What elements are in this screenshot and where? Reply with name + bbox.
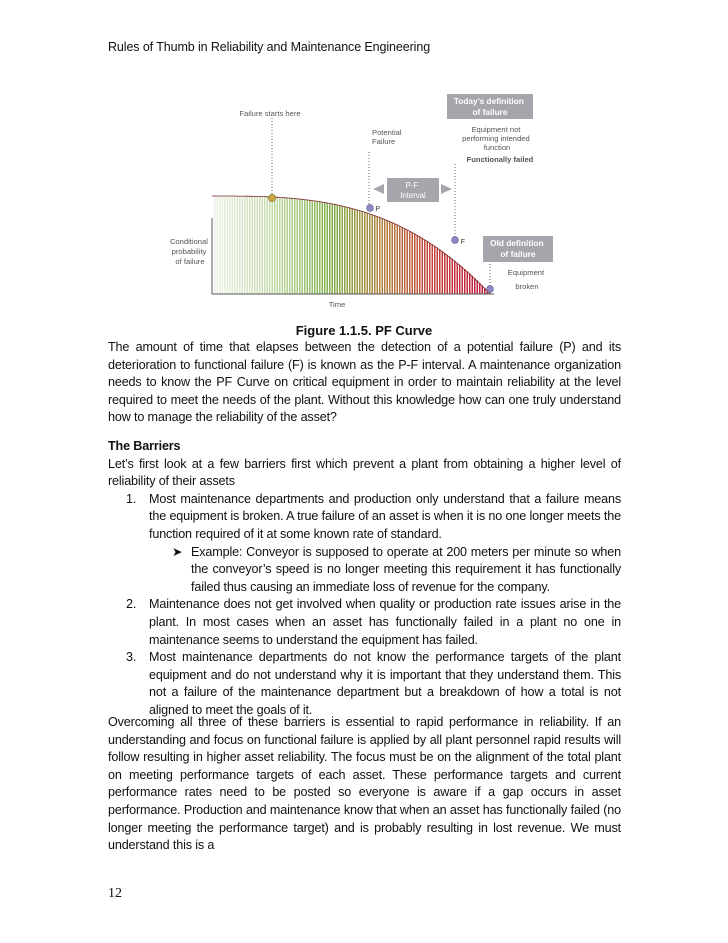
barriers-section <box>108 438 621 720</box>
curve-fill-bar <box>392 222 394 294</box>
curve-fill-bar <box>464 269 466 294</box>
curve-fill-bar <box>257 196 259 294</box>
curve-fill-bar <box>399 226 401 294</box>
curve-fill-bar <box>394 224 396 295</box>
curve-fill-bar <box>404 228 406 294</box>
curve-fill-bar <box>229 196 231 294</box>
curve-fill-bar <box>459 265 461 294</box>
curve-fill-bar <box>262 197 264 294</box>
curve-fill-bar <box>219 196 221 294</box>
curve-fill-bar <box>389 221 391 294</box>
curve-fill-bar <box>302 199 304 294</box>
curve-fill-bar <box>434 246 436 294</box>
curve-fill-bar <box>384 219 386 294</box>
pf-curve-line <box>212 196 490 294</box>
pf-curve-figure <box>0 80 728 320</box>
curve-fill-bar <box>327 203 329 294</box>
curve-fill-bar <box>342 206 344 294</box>
functionally-failed-label: Functionally failed <box>466 155 534 164</box>
curve-fill-bar <box>347 207 349 294</box>
example-text: Example: Conveyor is supposed to operate at 200 meters per minute so when the conveyor’s speed is no longer meeting this requirement it has functionally failed thus causing an immediate loss of revenue for the company. <box>191 544 621 594</box>
failure-starts-label: Failure starts here <box>239 109 301 118</box>
p-label: P <box>375 206 380 213</box>
curve-fill-bar <box>422 238 424 294</box>
not-performing-label: Equipment not performing intended function <box>462 125 530 152</box>
curve-fill-bar <box>304 200 306 294</box>
curve-fill-bar <box>227 196 229 294</box>
arrow-bullet-icon: ➤ <box>172 544 183 559</box>
curve-fill-bar <box>432 244 434 294</box>
curve-fill-bar <box>379 217 381 294</box>
curve-fill-bar <box>244 196 246 294</box>
functional-failure-point <box>452 237 459 244</box>
curve-fill-bar <box>217 196 219 294</box>
curve-fill-bar <box>377 216 379 294</box>
curve-fill-bar <box>397 225 399 294</box>
running-header: Rules of Thumb in Reliability and Maintenance Engineering <box>108 40 431 54</box>
broken-point <box>487 286 494 293</box>
curve-fill-bar <box>457 263 459 294</box>
curve-fill-bar <box>319 202 321 294</box>
curve-fill-bar <box>287 198 289 294</box>
curve-fill-bar <box>309 200 311 294</box>
curve-fill-bar <box>369 214 371 294</box>
potential-failure-label: Potential Failure <box>372 128 402 146</box>
curve-fill-bar <box>352 208 354 294</box>
curve-fill-bar <box>289 198 291 294</box>
curve-fill-bar <box>414 234 416 294</box>
curve-fill-bar <box>449 257 451 294</box>
curve-fill-bar <box>234 196 236 294</box>
curve-fill-bar <box>462 267 464 294</box>
curve-fill-bar <box>444 253 446 294</box>
curve-fill-bar <box>232 196 234 294</box>
curve-fill-bar <box>359 211 361 295</box>
curve-fill-bar <box>372 215 374 295</box>
list-item-text: Maintenance does not get involved when quality or production rate issues arise in the plant. In most cases when an asset has functionally failed in a plant no one in maintenance seems to understand the equipment has failed. <box>149 597 621 647</box>
list-item <box>108 596 621 649</box>
curve-fill-bar <box>429 243 431 294</box>
curve-fill-bar <box>324 202 326 294</box>
curve-fill-bar <box>354 209 356 294</box>
list-item <box>108 649 621 719</box>
curve-fill-bar <box>274 197 276 294</box>
curve-fill-bar <box>407 230 409 294</box>
curve-fill-bar <box>454 261 456 294</box>
curve-fill-bar <box>284 198 286 294</box>
curve-fill-bar <box>297 199 299 294</box>
sub-list-item <box>108 544 621 597</box>
pf-right-arrow <box>441 184 452 194</box>
curve-fill-bar <box>254 196 256 294</box>
list-item-text: Most maintenance departments do not know the performance targets of the plant equipment and do not understand why it is important that they understand them. This not a failure of the maintenance department but a breakdown of how a total is not aligned to meet the goals of it. <box>149 650 621 717</box>
curve-fill-bar <box>277 197 279 294</box>
paragraph-pf-interval: The amount of time that elapses between the detection of a potential failure (P) and its deterioration to functional failure (F) is known as the P-F interval. A maintenance organization needs to know the PF Curve on critical equipment in order to maintain reliability at the level required to meet the needs of the plant. Without this knowledge how can one truly understand how to manage the reliability of the asset? <box>108 340 621 425</box>
curve-fill-bar <box>214 196 216 294</box>
curve-fill-bar <box>467 271 469 294</box>
curve-fill-bar <box>349 208 351 294</box>
curve-fill-bar <box>329 203 331 294</box>
curve-fill-bar <box>419 237 421 295</box>
curve-fill-bar <box>237 196 239 294</box>
curve-fill-bar <box>367 213 369 294</box>
curve-fill-bar <box>294 199 296 295</box>
curve-fill-bar <box>307 200 309 294</box>
pf-left-arrow <box>373 184 384 194</box>
f-label: F <box>460 239 465 246</box>
curve-fill-bar <box>424 240 426 295</box>
curve-fill-bar <box>357 210 359 294</box>
curve-fill-bar <box>469 273 471 294</box>
figure-caption: Figure 1.1.5. PF Curve <box>295 323 433 338</box>
barriers-list <box>108 491 621 720</box>
barriers-heading: The Barriers <box>108 439 181 453</box>
barriers-intro: Let’s first look at a few barriers first which prevent a plant from obtaining a higher level of reliability of their assets <box>108 456 621 489</box>
potential-failure-point <box>367 205 374 212</box>
curve-fill-bar <box>334 204 336 294</box>
curve-fill-bar <box>439 249 441 294</box>
curve-fill-bar <box>474 278 476 294</box>
curve-fill-bar <box>387 220 389 294</box>
curve-fill-bar <box>292 198 294 294</box>
failure-start-point <box>268 194 275 201</box>
curve-fill-bar <box>442 251 444 294</box>
curve-fill-bar <box>269 197 271 294</box>
curve-fill-bar <box>402 227 404 294</box>
curve-fill-bar <box>344 207 346 295</box>
curve-fill-bar <box>247 196 249 294</box>
paragraph-overcoming: Overcoming all three of these barriers is essential to rapid performance in reliability. If an understanding and focus on functional failure is applied by all plant personnel rapid results will follow resulting in higher asset reliability. The focus must be on the alignment of the total plant on meeting performance targets of each asset. These performance targets and current performance rates need to be posted so everyone is aware if a gap occurs in asset performance. Production and maintenance know that when an asset has functionally failed (no longer meeting the performance target) and is probably resulting in lost revenue. We must understand this is a <box>108 715 621 853</box>
curve-fill-bar <box>437 248 439 294</box>
curve-fill-bar <box>299 199 301 294</box>
list-number: 3. <box>126 650 137 665</box>
curve-fill-bar <box>259 197 261 295</box>
curve-fill-bar <box>224 196 226 294</box>
curve-fill-bar <box>364 212 366 294</box>
curve-fill-bar <box>382 218 384 294</box>
curve-fill-bar <box>282 198 284 295</box>
curve-fill-bar <box>249 196 251 294</box>
list-number: 2. <box>126 597 137 612</box>
curve-fill-bar <box>447 255 449 294</box>
curve-fill-bar <box>417 235 419 294</box>
list-item-text: Most maintenance departments and production only understand that a failure means the equipment is broken. A true failure of an asset is when it is no one longer meets the function required of it at some known rate of standard. <box>149 491 621 541</box>
curve-fill-bar <box>374 215 376 294</box>
curve-fill-bar <box>239 196 241 294</box>
curve-fill-bar <box>337 205 339 294</box>
curve-fill-bar <box>222 196 224 294</box>
curve-fill-bar <box>312 201 314 295</box>
curve-fill-bar <box>452 259 454 294</box>
curve-fill-bar <box>279 197 281 294</box>
curve-fill-bar <box>317 201 319 294</box>
x-axis-label: Time <box>328 300 346 309</box>
old-definition-label: Old definition of failure <box>490 238 544 259</box>
curve-fill-bar <box>477 280 479 294</box>
list-item <box>108 491 621 544</box>
curve-fill-bar <box>472 276 474 294</box>
curve-fill-bar <box>332 204 334 294</box>
curve-fill-bars <box>214 196 491 294</box>
curve-fill-bar <box>267 197 269 294</box>
curve-fill-bar <box>339 205 341 294</box>
page-number: 12 <box>108 886 122 901</box>
pf-interval-label: P-F Interval <box>400 181 426 200</box>
curve-fill-bar <box>322 202 324 294</box>
y-axis-label: Conditional probability of failure <box>169 237 208 266</box>
curve-fill-bar <box>264 197 266 294</box>
curve-fill-bar <box>272 197 274 294</box>
curve-fill-bar <box>427 241 429 294</box>
curve-fill-bar <box>362 211 364 294</box>
curve-fill-bar <box>409 231 411 294</box>
curve-fill-bar <box>314 201 316 294</box>
curve-fill-bar <box>252 196 254 294</box>
equipment-broken-label: Equipment broken <box>507 268 545 291</box>
todays-definition-label: Today’s definition of failure <box>453 96 524 117</box>
curve-fill-bar <box>412 232 414 294</box>
list-number: 1. <box>126 491 137 506</box>
curve-fill-bar <box>242 196 244 294</box>
